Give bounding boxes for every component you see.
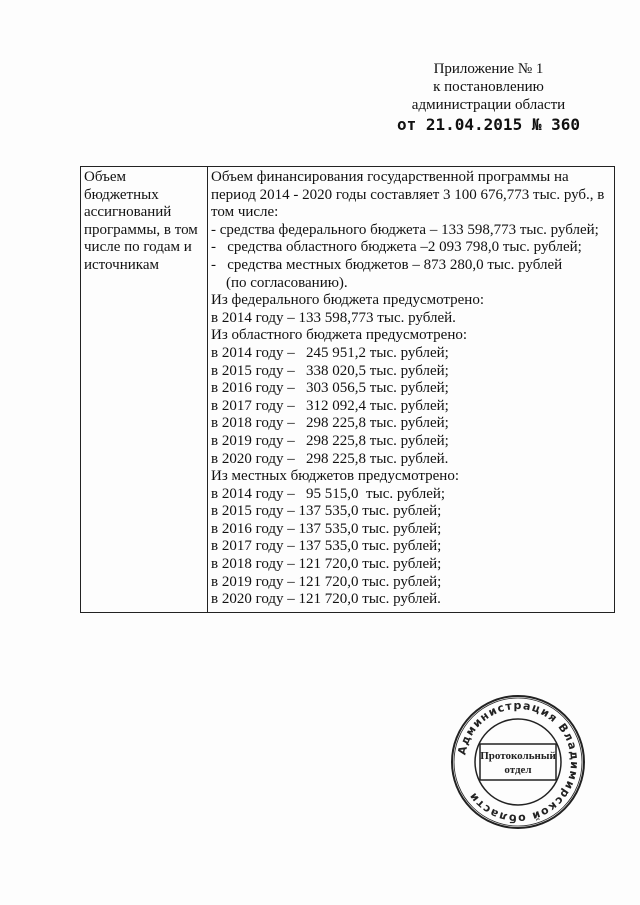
label-line: Объем бюджетных	[84, 169, 159, 203]
content-line: в 2016 году – 137 535,0 тыс. рублей;	[211, 520, 442, 537]
appendix-subtitle: к постановлению	[433, 79, 544, 95]
content-line: - средства местных бюджетов – 873 280,0 тыс. рублей	[211, 256, 563, 273]
content-line: в 2015 году – 338 020,5 тыс. рублей;	[211, 362, 449, 379]
content-line: в 2018 году – 298 225,8 тыс. рублей;	[211, 415, 449, 432]
content-line: в 2014 году – 95 515,0 тыс. рублей;	[211, 485, 446, 502]
appendix-authority: администрации области	[411, 97, 566, 113]
content-line: в 2019 году – 121 720,0 тыс. рублей;	[211, 573, 442, 590]
label-line: числе по годам и	[84, 239, 192, 256]
content-line: в 2020 году – 121 720,0 тыс. рублей.	[211, 591, 441, 608]
appendix-title: Приложение № 1	[433, 61, 544, 77]
appendix-header	[397, 60, 580, 134]
table-row	[81, 167, 615, 613]
label-line: программы, в том	[84, 221, 198, 238]
content-line: Из областного бюджета предусмотрено:	[211, 327, 468, 344]
content-line: в 2015 году – 137 535,0 тыс. рублей;	[211, 503, 442, 520]
appendix-date-number: от 21.04.2015 № 360	[396, 115, 580, 134]
content-line: в 2014 году – 133 598,773 тыс. рублей.	[211, 309, 456, 326]
label-line: источникам	[84, 256, 159, 273]
content-line: (по согласованию).	[211, 274, 348, 291]
content-line: Из федерального бюджета предусмотрено:	[211, 292, 484, 309]
content-line: Из местных бюджетов предусмотрено:	[211, 468, 459, 485]
content-line: - средства областного бюджета –2 093 798,0 тыс. рублей;	[211, 239, 582, 256]
table-cell-content	[208, 167, 615, 613]
table-cell-label	[81, 167, 208, 613]
content-line: в 2018 году – 121 720,0 тыс. рублей;	[211, 556, 442, 573]
content-line: период 2014 - 2020 годы составляет 3 100 676,773 тыс. руб., в	[211, 186, 605, 203]
content-line: в 2016 году – 303 056,5 тыс. рублей;	[211, 380, 449, 397]
content-line: в 2017 году – 312 092,4 тыс. рублей;	[211, 397, 449, 414]
content-line: Объем финансирования государственной программы на	[211, 169, 569, 185]
seal-center-line2: отдел	[504, 764, 532, 776]
content-line: в 2014 году – 245 951,2 тыс. рублей;	[211, 344, 449, 361]
content-line: - средства федерального бюджета – 133 598,773 тыс. рублей;	[211, 221, 599, 238]
label-line: ассигнований	[84, 204, 172, 221]
seal-ring-text: Администрация Владимирской области	[455, 698, 582, 826]
content-line: том числе:	[211, 204, 279, 221]
content-line: в 2017 году – 137 535,0 тыс. рублей;	[211, 538, 442, 555]
content-line: в 2019 году – 298 225,8 тыс. рублей;	[211, 432, 449, 449]
content-line: в 2020 году – 298 225,8 тыс. рублей.	[211, 450, 449, 467]
budget-table	[80, 166, 615, 613]
seal-center-line1: Протокольный	[480, 750, 556, 762]
seal-stamp	[448, 692, 588, 832]
